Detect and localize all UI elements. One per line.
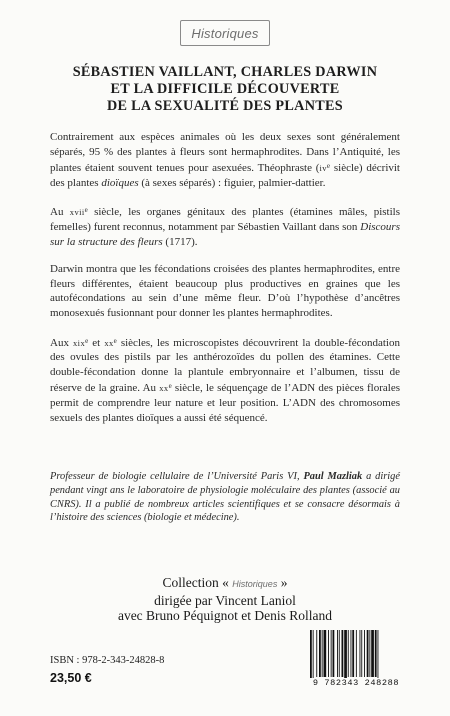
p4-text-c: siècles, les microscopistes découvrirent la double-fécondation des ovules des pistils par les anthérozoïdes du pollen des étamines. Cette double-fécondation donne la plantule embryonnaire et l’albumen, tissu de réserve de la graine. Au bbox=[50, 336, 400, 395]
p2-text-b: siècle, les organes génitaux des plantes (étamines mâles, pistils femelles) furent reconnus, notamment par Sébastien Vaillant dans son bbox=[50, 206, 400, 233]
price: 23,50 € bbox=[50, 671, 92, 685]
title-line-2: ET LA DIFFICILE DÉCOUVERTE bbox=[110, 81, 340, 97]
paragraph-2 bbox=[50, 203, 400, 249]
p1-century-sup: e bbox=[326, 162, 331, 171]
collection-suffix: » bbox=[277, 575, 288, 590]
p1-text-a: Contrairement aux espèces animales où les deux sexes sont généralement séparés, 95 % des plantes à fleurs sont hermaphrodites. Dans l’Antiquité, les plantes étaient souvent tenues pour asexuées. Théophraste ( bbox=[50, 131, 400, 175]
p4-century-1-sup: e bbox=[85, 336, 89, 345]
collection-line-2: dirigée par Vincent Laniol bbox=[154, 592, 296, 608]
paragraph-3: Darwin montra que les fécondations croisées des plantes hermaphrodites, entre fleurs différentes, étaient beaucoup plus productives en graines que les autofécondations au sein d’une même fleur. D’où l’hypothèse d’ancêtres monosexués fusionnant pour donner les plantes hermaphrodites. bbox=[50, 263, 400, 319]
summary-text bbox=[50, 130, 400, 438]
barcode bbox=[306, 630, 406, 686]
author-bio-text-b: a dirigé pendant vingt ans le laboratoire de physiologie moléculaire des plantes (associé au CNRS). Il a publié de nombreux articles scientifiques et se consacre désormais à l’histoire des sciences (biologie et médecine). bbox=[50, 471, 400, 524]
collection-prefix: Collection « bbox=[162, 575, 233, 590]
collection-line-3: avec Bruno Péquignot et Denis Rolland bbox=[117, 608, 333, 624]
p1-century: iv bbox=[319, 163, 327, 174]
author-name: Paul Mazliak bbox=[303, 471, 363, 482]
paragraph-1 bbox=[50, 130, 400, 190]
title-line-1: SÉBASTIEN VAILLANT, CHARLES DARWIN bbox=[72, 64, 378, 80]
author-bio bbox=[50, 470, 400, 525]
p2-century-sup: e bbox=[84, 206, 88, 215]
paragraph-4 bbox=[50, 334, 400, 426]
p4-text-d: siècle, le séquençage de l’ADN des pièces florales permit de comprendre leur nature et leur position. L’ADN des chromosomes sexuels des plantes dioïques a aussi été séquencé. bbox=[50, 382, 400, 424]
p4-century-2: xx bbox=[104, 337, 114, 348]
p1-italic: dioïques bbox=[101, 176, 139, 189]
p1-text-b: siècle) décrivit des plantes bbox=[50, 162, 400, 189]
p4-century-3-sup: e bbox=[168, 382, 172, 391]
p2-text-a: Au bbox=[50, 206, 70, 219]
collection-logo bbox=[180, 20, 270, 46]
isbn: ISBN : 978-2-343-24828-8 bbox=[50, 655, 165, 666]
p4-text-a: Aux bbox=[50, 336, 74, 349]
p1-text-c: (à sexes séparés) : figuier, palmier-dattier. bbox=[138, 176, 326, 189]
author-bio-text-a: Professeur de biologie cellulaire de l’Université Paris VI, bbox=[50, 471, 304, 482]
p4-text-b: et bbox=[88, 336, 105, 349]
book-title bbox=[40, 64, 410, 115]
p2-text-c: (1717). bbox=[162, 235, 198, 248]
p4-century-1: xix bbox=[73, 337, 86, 348]
barcode-bars bbox=[306, 630, 406, 680]
p2-century: xvii bbox=[69, 207, 85, 218]
barcode-number: 9 782343 248288 bbox=[306, 678, 406, 688]
p4-century-3: xx bbox=[159, 383, 169, 394]
title-line-3: DE LA SEXUALITÉ DES PLANTES bbox=[107, 98, 343, 114]
collection-name: Historiques bbox=[232, 579, 278, 589]
collection-info bbox=[50, 575, 400, 624]
p2-italic: Discours sur la structure des fleurs bbox=[50, 220, 400, 248]
p4-century-2-sup: e bbox=[113, 336, 117, 345]
logo-text: Historiques bbox=[191, 25, 259, 41]
collection-line-1 bbox=[50, 575, 400, 593]
